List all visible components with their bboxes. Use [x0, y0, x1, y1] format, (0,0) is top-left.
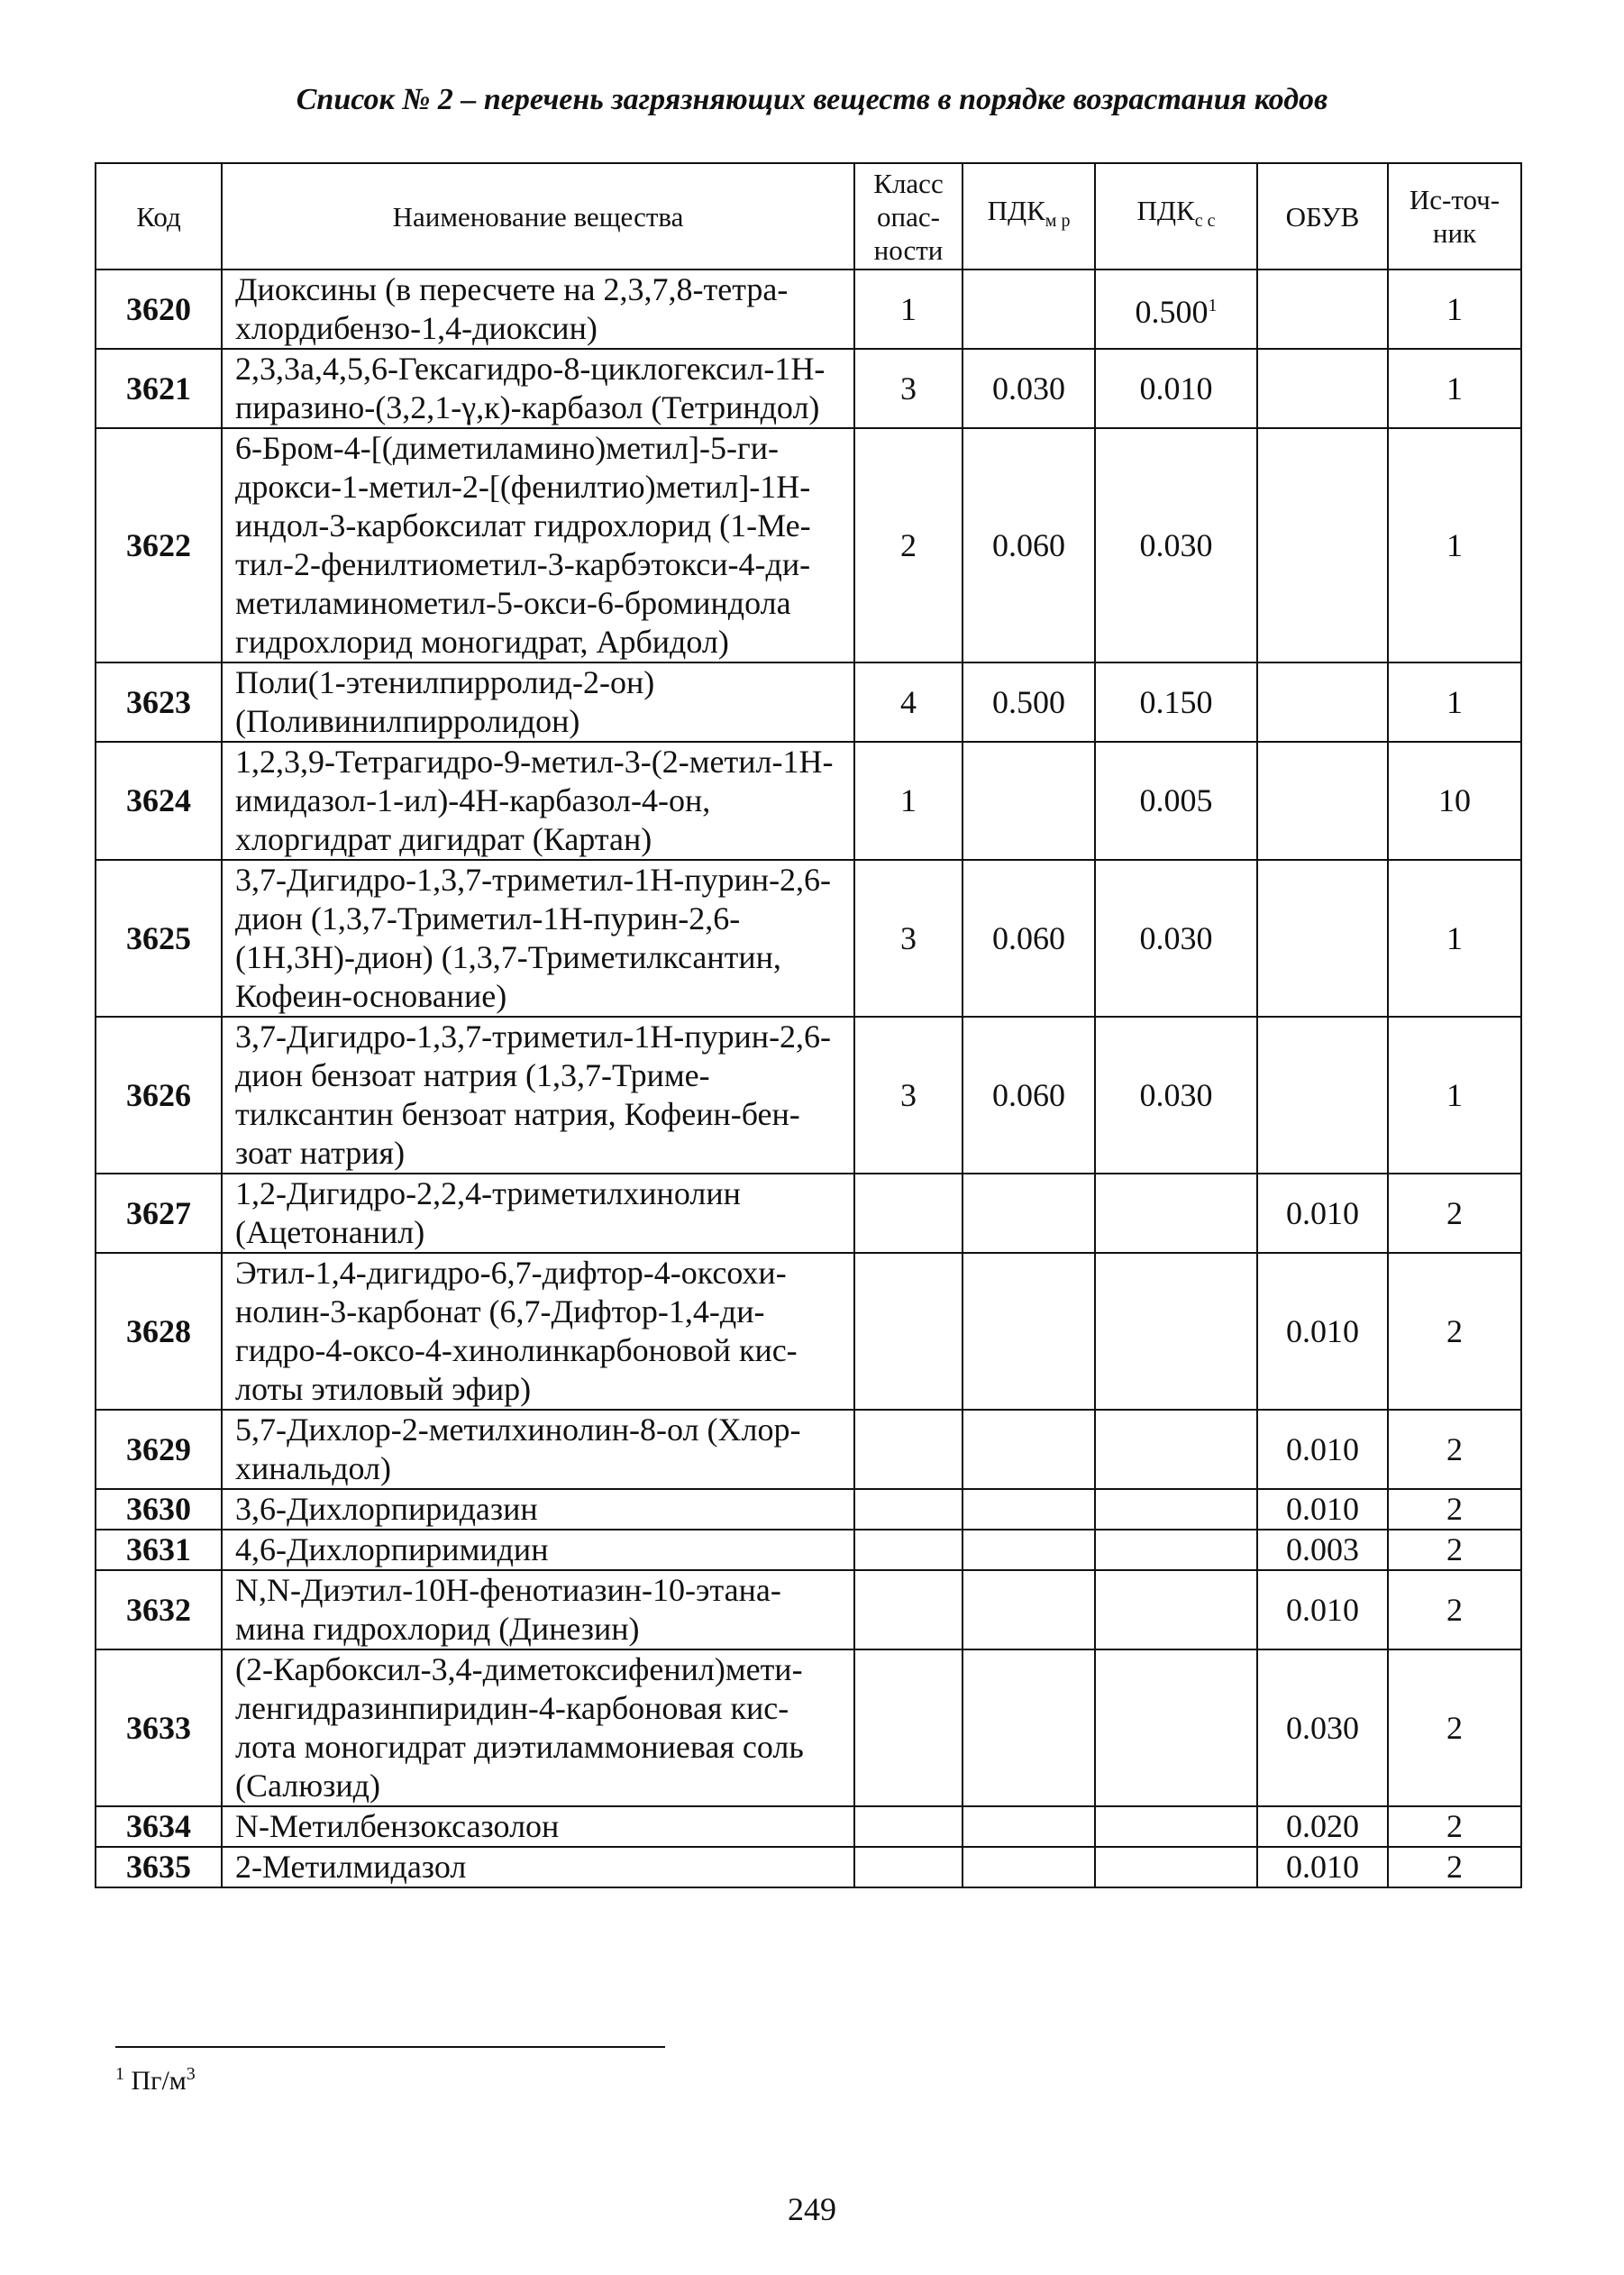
header-pdk-ss-sub: с с: [1194, 211, 1216, 232]
pdk-ss-cell-value: 0.005: [1139, 782, 1213, 818]
class-cell-value: 4: [900, 683, 917, 720]
class-cell: [854, 1847, 963, 1887]
name-cell: [222, 860, 854, 1017]
code-cell: [96, 1570, 222, 1649]
table-row: [96, 270, 1521, 349]
class-cell: [854, 860, 963, 1017]
obuv-cell: [1257, 1649, 1388, 1806]
pdk-mr-cell: [963, 1174, 1095, 1253]
name-cell: [222, 1489, 854, 1530]
code-cell: [96, 1410, 222, 1489]
obuv-cell: [1257, 1174, 1388, 1253]
pdk-mr-cell-value: 0.060: [992, 526, 1065, 563]
pdk-ss-cell: [1095, 1806, 1257, 1847]
name-cell: [222, 1530, 854, 1570]
table-row: [96, 1847, 1521, 1887]
obuv-cell: [1257, 428, 1388, 662]
code-cell-value: 3633: [126, 1709, 191, 1746]
source-cell: [1388, 1806, 1521, 1847]
pdk-ss-cell: [1095, 1017, 1257, 1174]
code-cell-value: 3627: [126, 1194, 191, 1231]
code-cell: [96, 349, 222, 428]
pdk-ss-cell: [1095, 428, 1257, 662]
footnote-ref: 1: [1208, 296, 1218, 315]
obuv-cell: [1257, 1847, 1388, 1887]
code-cell: [96, 270, 222, 349]
obuv-cell-value: 0.010: [1286, 1849, 1359, 1885]
name-cell-value: 1,2-Дигидро-2,2,4-триметилхинолин (Ацетонанил): [235, 1175, 741, 1250]
obuv-cell: [1257, 1489, 1388, 1530]
pdk-mr-cell: [963, 1649, 1095, 1806]
code-cell: [96, 1806, 222, 1847]
class-cell-value: 3: [900, 1076, 917, 1113]
source-cell-value: 2: [1446, 1194, 1463, 1231]
class-cell: [854, 1489, 963, 1530]
source-cell-value: 2: [1446, 1591, 1463, 1628]
obuv-cell: [1257, 1530, 1388, 1570]
table-row: [96, 349, 1521, 428]
name-cell: [222, 1253, 854, 1410]
obuv-cell: [1257, 662, 1388, 742]
pdk-mr-cell-value: 0.060: [992, 919, 1065, 956]
table-row: [96, 1649, 1521, 1806]
name-cell-value: 2-Метилмидазол: [235, 1849, 467, 1885]
code-cell: [96, 860, 222, 1017]
pdk-ss-cell: [1095, 1410, 1257, 1489]
class-cell-value: 3: [900, 370, 917, 407]
pdk-ss-cell: [1095, 1489, 1257, 1530]
pdk-ss-cell-value: 0.150: [1139, 683, 1213, 720]
source-cell: [1388, 1847, 1521, 1887]
source-cell: [1388, 349, 1521, 428]
class-cell: [854, 662, 963, 742]
source-cell: [1388, 428, 1521, 662]
obuv-cell-value: 0.010: [1286, 1312, 1359, 1349]
name-cell: [222, 1649, 854, 1806]
class-cell: [854, 1806, 963, 1847]
header-pdk-mr-sub: м р: [1045, 211, 1071, 232]
name-cell: [222, 1017, 854, 1174]
code-cell: [96, 1017, 222, 1174]
obuv-cell-value: 0.010: [1286, 1591, 1359, 1628]
class-cell: [854, 1649, 963, 1806]
pdk-mr-cell: [963, 428, 1095, 662]
code-cell-value: 3624: [126, 782, 191, 818]
class-cell-value: 3: [900, 919, 917, 956]
source-cell: [1388, 742, 1521, 860]
page-title: Список № 2 – перечень загрязняющих веществ в порядке возрастания кодов: [296, 83, 1328, 116]
table-row: [96, 1489, 1521, 1530]
pdk-mr-cell: [963, 349, 1095, 428]
source-cell-value: 1: [1446, 683, 1463, 720]
name-cell-value: 2,3,3а,4,5,6-Гексагидро-8-циклогексил-1Н-пиразино-(3,2,1-γ,к)-карбазол (Тетриндол): [235, 351, 826, 425]
source-cell-value: 2: [1446, 1430, 1463, 1467]
code-cell-value: 3631: [126, 1531, 191, 1567]
source-cell-value: 2: [1446, 1849, 1463, 1885]
obuv-cell: [1257, 860, 1388, 1017]
footnote-exp: 3: [186, 2064, 196, 2084]
pdk-mr-cell: [963, 1017, 1095, 1174]
name-cell-value: N,N-Диэтил-10Н-фенотиазин-10-этана-мина гидрохлорид (Динезин): [235, 1572, 781, 1647]
source-cell-value: 2: [1446, 1808, 1463, 1844]
pdk-mr-cell: [963, 1530, 1095, 1570]
class-cell: [854, 1253, 963, 1410]
obuv-cell-value: 0.010: [1286, 1194, 1359, 1231]
class-cell-value: 1: [900, 290, 917, 327]
table-row: [96, 742, 1521, 860]
code-cell: [96, 742, 222, 860]
source-cell-value: 2: [1446, 1312, 1463, 1349]
source-cell: [1388, 270, 1521, 349]
name-cell-value: Этил-1,4-дигидро-6,7-дифтор-4-оксохи-нолин-3-карбонат (6,7-Дифтор-1,4-ди-гидро-4-оксо-4-хинолинкарбоновой кис-лоты этиловый эфир): [235, 1255, 798, 1407]
header-pdk-mr-main: ПДК: [987, 195, 1045, 227]
name-cell: [222, 742, 854, 860]
name-cell: [222, 1174, 854, 1253]
pdk-mr-cell-value: 0.060: [992, 1076, 1065, 1113]
class-cell: [854, 1410, 963, 1489]
pdk-ss-cell: [1095, 860, 1257, 1017]
code-cell-value: 3626: [126, 1076, 191, 1113]
code-cell-value: 3628: [126, 1312, 191, 1349]
name-cell-value: 6-Бром-4-[(диметиламино)метил]-5-ги-дрокси-1-метил-2-[(фенилтио)метил]-1Н-индол-3-карбоксилат гидрохлорид (1-Ме-тил-2-фенилтиометил-3-карбэтокси-4-ди-метиламинометил-5-окси-6-броминдола гидрохлорид моногидрат, Арбидол): [235, 430, 811, 660]
source-cell-value: 10: [1438, 782, 1471, 818]
pdk-ss-cell-value: 0.500: [1135, 294, 1209, 330]
code-cell: [96, 662, 222, 742]
pdk-ss-cell: [1095, 1530, 1257, 1570]
footnote-mark: 1: [115, 2064, 124, 2084]
source-cell: [1388, 1410, 1521, 1489]
name-cell-value: Диоксины (в пересчете на 2,3,7,8-тетра-хлордибензо-1,4-диоксин): [235, 271, 789, 346]
source-cell: [1388, 1530, 1521, 1570]
name-cell-value: N-Метилбензоксазолон: [235, 1808, 560, 1844]
name-cell-value: 3,6-Дихлорпиридазин: [235, 1491, 538, 1527]
name-cell: [222, 428, 854, 662]
table-row: [96, 428, 1521, 662]
table-body: [96, 270, 1521, 1887]
obuv-cell-value: 0.020: [1286, 1808, 1359, 1844]
pdk-ss-cell-value: 0.030: [1139, 919, 1213, 956]
name-cell: [222, 1806, 854, 1847]
obuv-cell: [1257, 1806, 1388, 1847]
source-cell-value: 1: [1446, 370, 1463, 407]
name-cell-value: (2-Карбоксил-3,4-диметоксифенил)мети-ленгидразинпиридин-4-карбоновая кис-лота моногидрат диэтиламмониевая соль (Салюзид): [235, 1651, 804, 1804]
name-cell: [222, 1847, 854, 1887]
class-cell-value: 1: [900, 782, 917, 818]
code-cell-value: 3630: [126, 1491, 191, 1527]
code-cell: [96, 428, 222, 662]
name-cell: [222, 1570, 854, 1649]
pdk-mr-cell: [963, 270, 1095, 349]
class-cell: [854, 1017, 963, 1174]
header-code: Код: [96, 163, 222, 270]
code-cell: [96, 1489, 222, 1530]
pdk-ss-cell: [1095, 270, 1257, 349]
class-cell: [854, 742, 963, 860]
source-cell-value: 1: [1446, 526, 1463, 563]
code-cell-value: 3620: [126, 290, 191, 327]
pdk-mr-cell: [963, 1410, 1095, 1489]
code-cell: [96, 1649, 222, 1806]
source-cell: [1388, 1649, 1521, 1806]
header-pdk-ss: [1095, 163, 1257, 270]
class-cell: [854, 270, 963, 349]
pdk-ss-cell: [1095, 1570, 1257, 1649]
pdk-ss-cell: [1095, 349, 1257, 428]
table-row: [96, 662, 1521, 742]
class-cell: [854, 349, 963, 428]
code-cell-value: 3623: [126, 683, 191, 720]
source-cell: [1388, 860, 1521, 1017]
obuv-cell: [1257, 270, 1388, 349]
source-cell-value: 2: [1446, 1491, 1463, 1527]
source-cell-value: 1: [1446, 290, 1463, 327]
pdk-ss-cell: [1095, 742, 1257, 860]
name-cell-value: 3,7-Дигидро-1,3,7-триметил-1Н-пурин-2,6-дион бензоат натрия (1,3,7-Триме-тилксантин бензоат натрия, Кофеин-бен-зоат натрия): [235, 1019, 832, 1171]
obuv-cell: [1257, 1253, 1388, 1410]
code-cell: [96, 1253, 222, 1410]
table-row: [96, 1174, 1521, 1253]
name-cell-value: 1,2,3,9-Тетрагидро-9-метил-3-(2-метил-1Н-имидазол-1-ил)-4Н-карбазол-4-он, хлоргидрат дигидрат (Картан): [235, 744, 834, 857]
pdk-ss-cell-value: 0.030: [1139, 526, 1213, 563]
table-row: [96, 860, 1521, 1017]
obuv-cell: [1257, 1017, 1388, 1174]
code-cell: [96, 1847, 222, 1887]
table-row: [96, 1806, 1521, 1847]
pdk-ss-cell: [1095, 662, 1257, 742]
page-number: 249: [788, 2191, 836, 2227]
obuv-cell: [1257, 349, 1388, 428]
source-cell: [1388, 1253, 1521, 1410]
pdk-mr-cell: [963, 742, 1095, 860]
header-class: Класс опас-ности: [854, 163, 963, 270]
name-cell: [222, 1410, 854, 1489]
code-cell-value: 3621: [126, 370, 191, 407]
table-row: [96, 1253, 1521, 1410]
pdk-mr-cell: [963, 860, 1095, 1017]
code-cell-value: 3634: [126, 1808, 191, 1844]
code-cell-value: 3635: [126, 1849, 191, 1885]
header-name: Наименование вещества: [222, 163, 854, 270]
pdk-ss-cell-value: 0.030: [1139, 1076, 1213, 1113]
obuv-cell: [1257, 1410, 1388, 1489]
pdk-mr-cell: [963, 1570, 1095, 1649]
footnote: [115, 2064, 196, 2097]
header-pdk-ss-main: ПДК: [1136, 195, 1195, 227]
pdk-mr-cell-value: 0.030: [992, 370, 1065, 407]
pdk-ss-cell: [1095, 1649, 1257, 1806]
source-cell-value: 2: [1446, 1709, 1463, 1746]
table-row: [96, 1530, 1521, 1570]
source-cell: [1388, 1489, 1521, 1530]
pdk-mr-cell: [963, 1253, 1095, 1410]
name-cell-value: 4,6-Дихлорпиримидин: [235, 1531, 549, 1567]
table-row: [96, 1410, 1521, 1489]
obuv-cell: [1257, 1570, 1388, 1649]
pdk-mr-cell: [963, 662, 1095, 742]
substances-table: [95, 162, 1522, 1888]
name-cell-value: 5,7-Дихлор-2-метилхинолин-8-ол (Хлор-хинальдол): [235, 1412, 801, 1486]
pdk-mr-cell: [963, 1806, 1095, 1847]
header-source: Ис-точ-ник: [1388, 163, 1521, 270]
code-cell: [96, 1174, 222, 1253]
code-cell-value: 3629: [126, 1430, 191, 1467]
class-cell: [854, 1530, 963, 1570]
obuv-cell-value: 0.010: [1286, 1430, 1359, 1467]
footnote-text: Пг/м: [131, 2066, 187, 2096]
pdk-ss-cell: [1095, 1253, 1257, 1410]
source-cell-value: 2: [1446, 1531, 1463, 1567]
class-cell: [854, 1570, 963, 1649]
obuv-cell-value: 0.010: [1286, 1491, 1359, 1527]
obuv-cell: [1257, 742, 1388, 860]
class-cell: [854, 1174, 963, 1253]
footnote-divider: [115, 2046, 665, 2048]
pdk-ss-cell: [1095, 1847, 1257, 1887]
name-cell: [222, 662, 854, 742]
source-cell-value: 1: [1446, 1076, 1463, 1113]
source-cell: [1388, 1174, 1521, 1253]
pdk-mr-cell-value: 0.500: [992, 683, 1065, 720]
class-cell-value: 2: [900, 526, 917, 563]
obuv-cell-value: 0.003: [1286, 1531, 1359, 1567]
pdk-mr-cell: [963, 1847, 1095, 1887]
header-obuv: ОБУВ: [1257, 163, 1388, 270]
source-cell: [1388, 662, 1521, 742]
pdk-ss-cell: [1095, 1174, 1257, 1253]
name-cell-value: 3,7-Дигидро-1,3,7-триметил-1Н-пурин-2,6-дион (1,3,7-Триметил-1Н-пурин-2,6-(1Н,3Н)-дион) (1,3,7-Триметилксантин, Кофеин-основание): [235, 862, 832, 1014]
code-cell-value: 3622: [126, 526, 191, 563]
table-row: [96, 1017, 1521, 1174]
code-cell-value: 3625: [126, 919, 191, 956]
source-cell-value: 1: [1446, 919, 1463, 956]
header-pdk-mr: [963, 163, 1095, 270]
source-cell: [1388, 1017, 1521, 1174]
source-cell: [1388, 1570, 1521, 1649]
name-cell: [222, 349, 854, 428]
obuv-cell-value: 0.030: [1286, 1709, 1359, 1746]
name-cell-value: Поли(1-этенилпирролид-2-он) (Поливинилпирролидон): [235, 664, 655, 739]
pdk-mr-cell: [963, 1489, 1095, 1530]
header-row: [96, 163, 1521, 270]
code-cell: [96, 1530, 222, 1570]
code-cell-value: 3632: [126, 1591, 191, 1628]
table-row: [96, 1570, 1521, 1649]
pdk-ss-cell-value: 0.010: [1139, 370, 1213, 407]
name-cell: [222, 270, 854, 349]
class-cell: [854, 428, 963, 662]
